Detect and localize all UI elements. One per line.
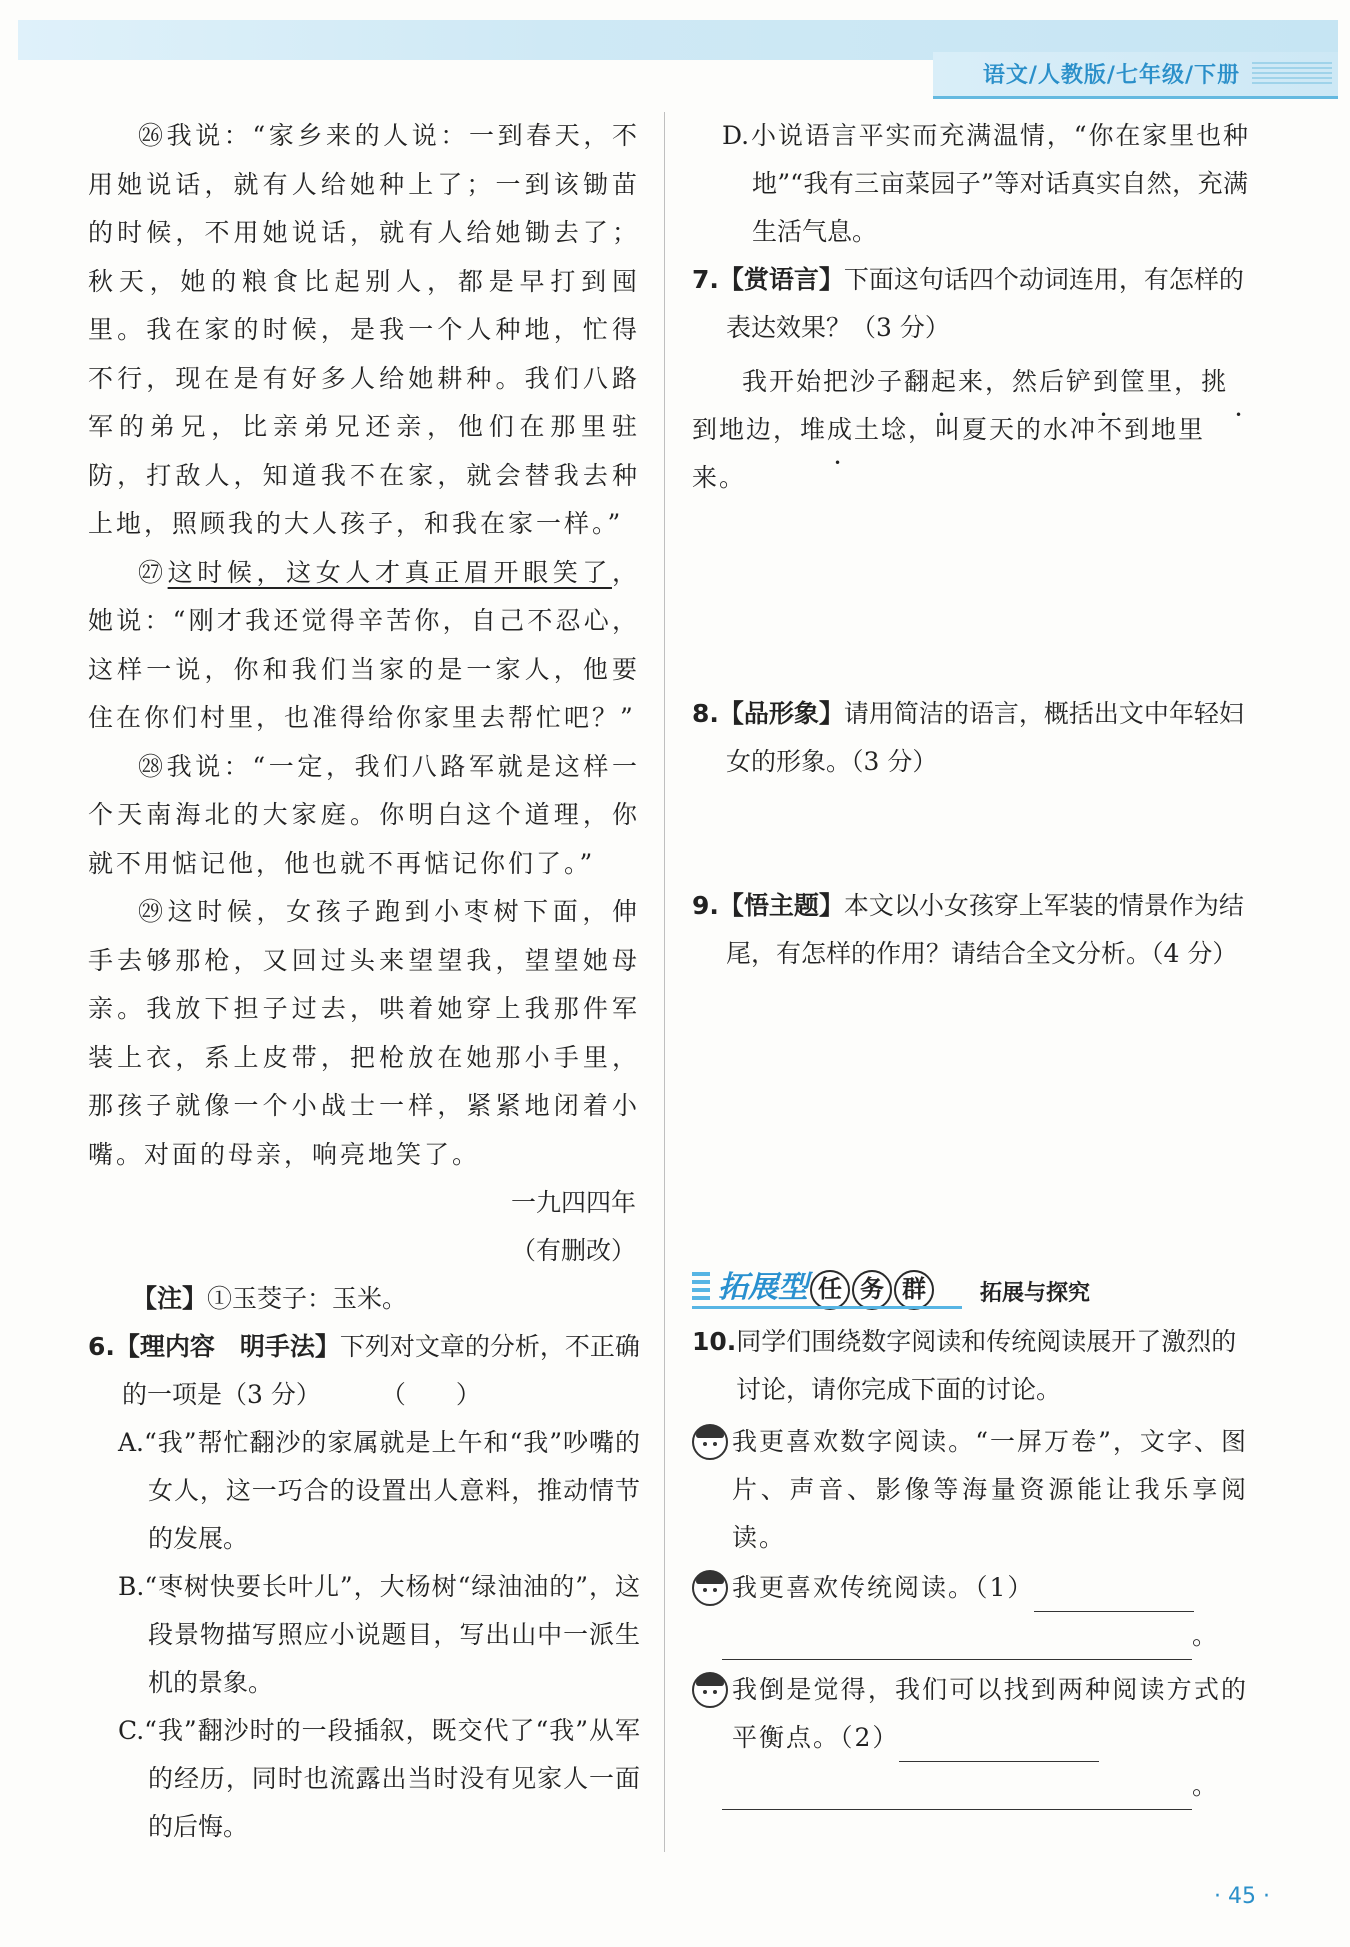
answer-blank-1a[interactable] (1034, 1581, 1194, 1612)
question-7-quote: 我开始把沙子翻起来，然后铲到筐里，挑到地边，堆成土埝，叫夏天的水冲不到地里来。 (692, 367, 1229, 492)
answer-space-8[interactable] (692, 786, 1248, 882)
dialog-3-line2: 。 (692, 1762, 1248, 1810)
paragraph-26: ㉖我说：“家乡来的人说：一到春天，不用她说话，就有人给她种上了；一到该锄苗的时候，不用她说话，就有人给她锄去了；秋天，她的粮食比起别人，都是早打到囤里。我在家的时候，是我一个人种地，忙得不行，现在是有好多人给她耕种。我们八路军的弟兄，比亲弟兄还亲，他们在那里驻防，打敌人，知道我不在家，就会替我去种上地，照顾我的大人孩子，和我在家一样。” (88, 121, 640, 538)
dialog-1: 我更喜欢数字阅读。“一屏万卷”，文字、图片、声音、影像等海量资源能让我乐享阅读。 (692, 1418, 1248, 1562)
section-heading (692, 1262, 1112, 1312)
section-subtitle: 拓展与探究 (980, 1281, 1091, 1306)
question-8: 8.【品形象】请用简洁的语言，概括出文中年轻妇女的形象。（3 分） (692, 699, 1244, 776)
question-7: 7.【赏语言】下面这句话四个动词连用，有怎样的表达效果？（3 分） (692, 265, 1244, 342)
option-d: D.小说语言平实而充满温情，“你在家里也种地”“我有三亩菜园子”等对话真实自然，充满生活气息。 (722, 121, 1248, 246)
paragraph-28: ㉘我说：“一定，我们八路军就是这样一个天南海北的大家庭。你明白这个道理，你就不用惦记他，他也就不再惦记你们了。” (88, 751, 640, 878)
question-10: 10.同学们围绕数字阅读和传统阅读展开了激烈的讨论，请你完成下面的讨论。 (692, 1327, 1237, 1404)
paragraph-29: ㉙这时候，女孩子跑到小枣树下面，伸手去够那枪，又回过头来望望我，望望她母亲。我放下担子过去，哄着她穿上我那件军装上衣，系上皮带，把枪放在她那小手里，那孩子就像一个小战士一样，紧紧地闭着小嘴。对面的母亲，响亮地笑了。 (88, 897, 640, 1169)
page-number: · 45 · (1214, 1884, 1270, 1909)
answer-space-7[interactable] (692, 502, 1248, 690)
dialog-3: 我倒是觉得，我们可以找到两种阅读方式的平衡点。（2） (692, 1666, 1248, 1762)
column-divider (664, 112, 665, 1852)
option-c: C.“我”翻沙时的一段插叙，既交代了“我”从军的经历，同时也流露出当时没有见家人一面的后悔。 (118, 1716, 640, 1841)
boy2-avatar-icon (692, 1672, 728, 1708)
underlined-sentence: 这时候，这女人才真正眉开眼笑了 (167, 557, 612, 587)
paragraph-27: ㉗这时候，这女人才真正眉开眼笑了，她说：“刚才我还觉得辛苦你，自己不忍心，这样一说，你和我们当家的是一家人，他要住在你们村里，也准得给你家里去帮忙吧？” (88, 557, 640, 732)
dialog-2-line2: 。 (692, 1612, 1248, 1660)
date-line: 一九四四年 (510, 1188, 636, 1217)
header-decoration (1252, 62, 1332, 84)
answer-blank-1b[interactable] (722, 1629, 1192, 1660)
question-6: 6.【理内容 明手法】下列对文章的分析，不正确的一项是（3 分） （ ） (88, 1332, 640, 1409)
book-subject: 语文/人教版/七年级/下册 (982, 63, 1240, 88)
question-9: 9.【悟主题】本文以小女孩穿上军装的情景作为结尾，有怎样的作用？请结合全文分析。（4 分） (692, 891, 1244, 968)
section-title: 拓展型 任 务 群 (718, 1262, 934, 1310)
dialog-2: 我更喜欢传统阅读。（1） (692, 1564, 1248, 1612)
section-decoration (692, 1272, 710, 1302)
section-underline (692, 1306, 962, 1309)
option-b: B.“枣树快要长叶儿”，大杨树“绿油油的”，这段景物描写照应小说题目，写出山中一派生机的景象。 (118, 1572, 640, 1697)
footnote: 【注】①玉茭子：玉米。 (132, 1284, 408, 1313)
option-a: A.“我”帮忙翻沙的家属就是上午和“我”吵嘴的女人，这一巧合的设置出人意料，推动情节的发展。 (118, 1428, 640, 1553)
answer-blank-2a[interactable] (899, 1731, 1099, 1762)
answer-blank-2b[interactable] (722, 1779, 1192, 1810)
boy-avatar-icon (692, 1570, 728, 1606)
question-10-block (692, 1318, 1248, 1810)
girl-avatar-icon (692, 1424, 728, 1460)
left-column (88, 112, 640, 1851)
answer-paren[interactable]: （ ） (380, 1380, 481, 1409)
right-column (692, 112, 1248, 978)
edited-note: （有删改） (510, 1236, 636, 1265)
